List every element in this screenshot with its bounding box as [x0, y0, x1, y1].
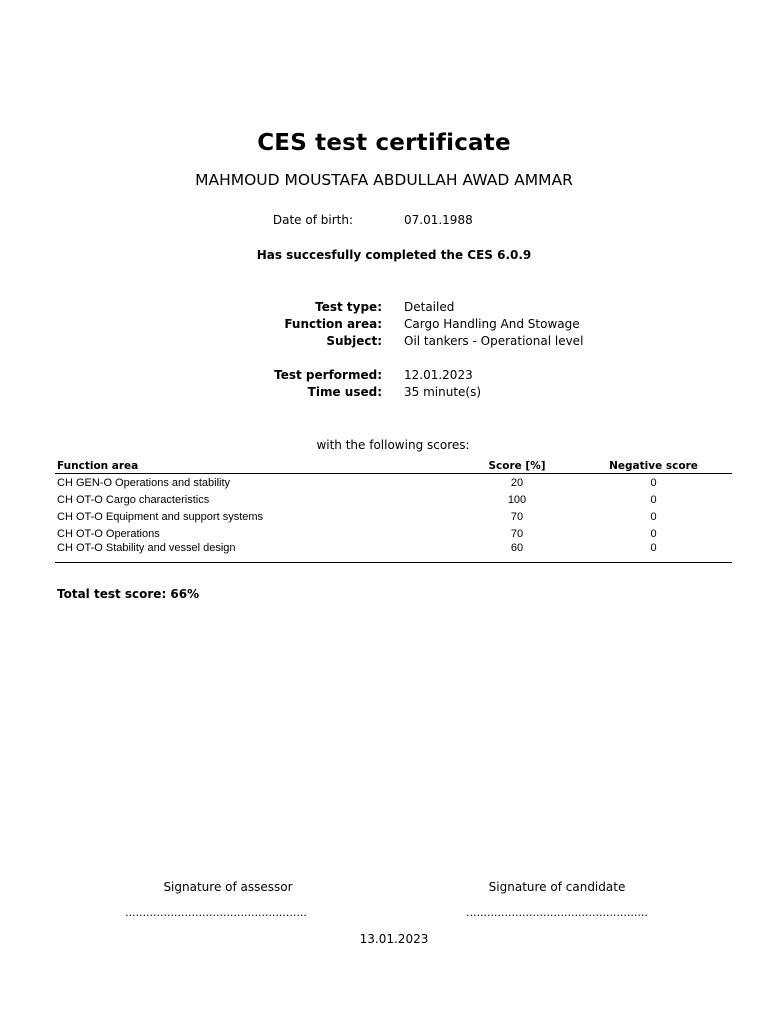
function-area-label: Function area: [284, 317, 382, 331]
header-function-area: Function area [55, 458, 459, 474]
test-type-label: Test type: [315, 300, 382, 314]
test-type-value: Detailed [404, 300, 455, 314]
row-score: 70 [510, 510, 524, 523]
table-row [55, 508, 732, 525]
candidate-signature-label: Signature of candidate [488, 880, 626, 894]
row-negative-score: 0 [650, 510, 657, 523]
time-used-value: 35 minute(s) [404, 385, 482, 399]
row-function-area: CH OT-O Cargo characteristics [57, 493, 210, 506]
assessor-signature-line: .................................................... [125, 906, 307, 919]
row-function-area: CH OT-O Equipment and support systems [57, 510, 264, 523]
row-negative-score: 0 [650, 493, 657, 506]
total-test-score: Total test score: 66% [57, 587, 200, 601]
dob-value: 07.01.1988 [404, 213, 473, 227]
row-score: 20 [510, 476, 524, 489]
table-row [55, 491, 732, 508]
time-used-label: Time used: [307, 385, 382, 399]
completion-statement: Has succesfully completed the CES 6.0.9 [256, 248, 532, 262]
row-negative-score: 0 [650, 527, 657, 540]
row-function-area: CH GEN-O Operations and stability [57, 476, 231, 489]
issue-date: 13.01.2023 [359, 932, 429, 946]
candidate-signature-line: .................................................... [466, 906, 648, 919]
table-row [55, 525, 732, 542]
dob-label: Date of birth: [272, 213, 353, 227]
row-score: 100 [507, 493, 527, 506]
table-row [55, 474, 732, 492]
scores-intro: with the following scores: [316, 438, 470, 452]
row-score: 60 [459, 542, 575, 563]
header-negative-score: Negative score [575, 458, 732, 474]
header-score: Score [%] [459, 458, 575, 474]
row-function-area: CH OT-O Operations [57, 527, 160, 540]
table-row [55, 542, 732, 563]
subject-label: Subject: [326, 334, 382, 348]
scores-table [55, 458, 732, 563]
candidate-name: MAHMOUD MOUSTAFA ABDULLAH AWAD AMMAR [195, 171, 573, 189]
test-performed-label: Test performed: [274, 368, 382, 382]
row-negative-score: 0 [650, 476, 657, 489]
row-score: 70 [510, 527, 524, 540]
test-performed-value: 12.01.2023 [404, 368, 473, 382]
subject-value: Oil tankers - Operational level [404, 334, 584, 348]
scores-header-row [55, 458, 732, 474]
certificate-title: CES test certificate [257, 130, 511, 156]
row-negative-score: 0 [575, 542, 732, 563]
function-area-value: Cargo Handling And Stowage [404, 317, 580, 331]
row-function-area: CH OT-O Stability and vessel design [55, 542, 459, 563]
assessor-signature-label: Signature of assessor [163, 880, 293, 894]
